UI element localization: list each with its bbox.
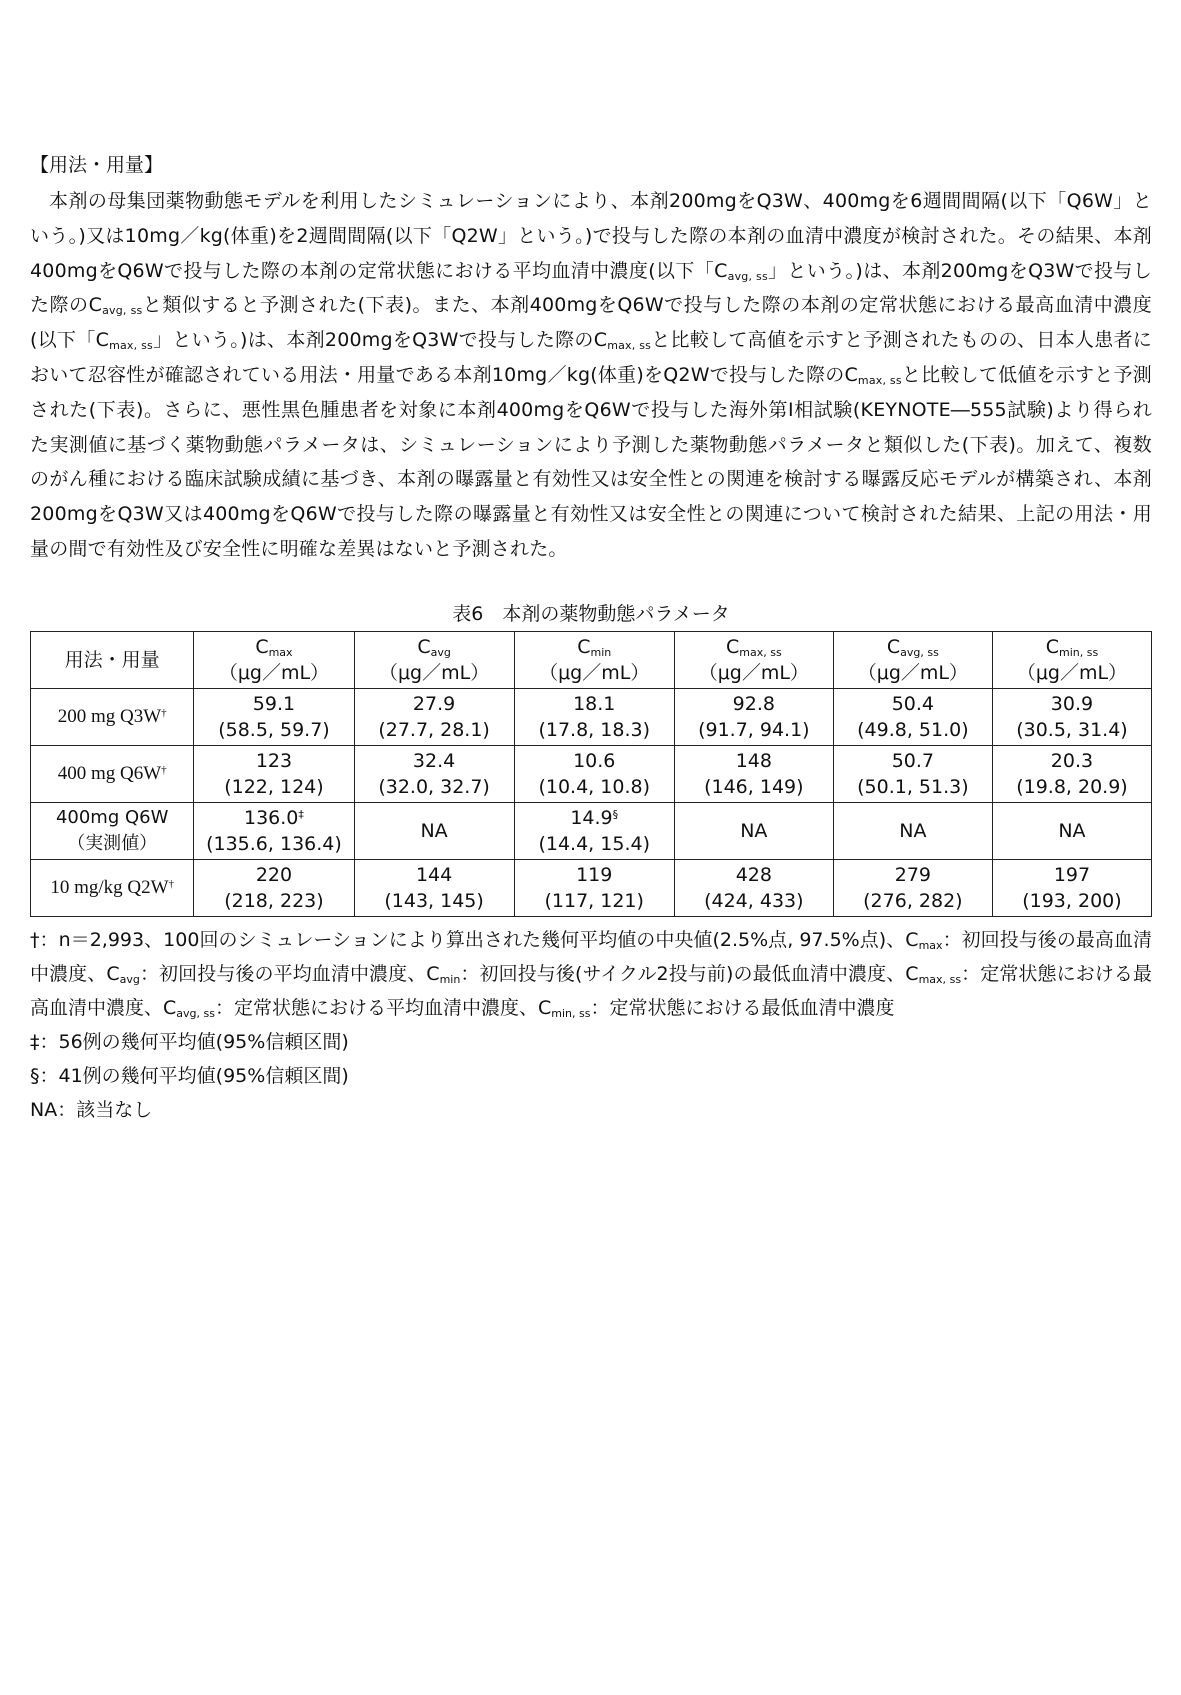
text-run: と比較して低値を示すと予測された(下表)。さらに、悪性黒色腫患者を対象に本剤400mgをQ6Wで投与した海外第Ⅰ相試験(KEYNOTE―555試験)より得られた実測値に基づく薬物動態パラメータは、シミュレーションにより予測した薬物動態パラメータと類似した(下表)。加えて、複数のがん種における臨床試験成績に基づき、本剤の曝露量と有効性又は安全性との関連を検討する曝露反応モデルが構築され、本剤200mgをQ3W又は400mgをQ6Wで投与した際の曝露量と有効性又は安全性との関連について検討された結果、上記の用法・用量の間で有効性及び安全性に明確な差異はないと予測された。 [30, 363, 1152, 560]
value-text: 20.3 [1050, 749, 1094, 772]
footnote-mark: ‡ [298, 807, 304, 821]
table-cell [354, 859, 514, 916]
table-cell [354, 745, 514, 802]
symbol-subscript: avg, ss [900, 645, 939, 659]
header-min [514, 631, 674, 688]
header-unit: （μg／mL） [698, 661, 809, 684]
cell-value [675, 862, 833, 888]
cell-value [194, 862, 353, 888]
subscript: max, ss [918, 972, 962, 986]
cell-ci: (117, 121) [544, 889, 644, 912]
pk-parameter-table [30, 631, 1152, 917]
cell-value [355, 862, 514, 888]
cell-na: NA [420, 819, 448, 842]
table-cell [992, 745, 1151, 802]
value-text: 279 [894, 863, 931, 886]
value-text: 30.9 [1050, 692, 1094, 715]
header-symbol [355, 634, 514, 660]
header-symbol [834, 634, 992, 660]
value-text: 197 [1053, 863, 1091, 886]
table-cell [992, 802, 1151, 859]
symbol-base: C [255, 635, 269, 658]
table-cell [354, 688, 514, 745]
text-run: と類似すると予測された(下表)。また、本剤400mgをQ6Wで投与した際の本剤の定常状態における最高血清中濃度(以下「C [30, 294, 1152, 352]
symbol-subscript: max [268, 645, 293, 659]
symbol-subscript: max, ss [739, 645, 782, 659]
cell-ci: (218, 223) [224, 889, 324, 912]
cell-value [993, 748, 1151, 774]
cell-value [515, 862, 674, 888]
value-text: 50.4 [891, 692, 935, 715]
row-label-line1 [31, 761, 193, 787]
header-max-ss [674, 631, 833, 688]
table-cell [992, 859, 1151, 916]
header-unit: （μg／mL） [1016, 661, 1128, 684]
cell-ci: (27.7, 28.1) [378, 718, 490, 741]
table-cell [194, 859, 354, 916]
header-min-ss [992, 631, 1151, 688]
table-row [31, 745, 1152, 802]
value-text: 27.9 [412, 692, 456, 715]
cell-value [355, 748, 514, 774]
row-label-line2: （実測値） [67, 832, 158, 854]
row-label-line1 [31, 704, 193, 730]
cell-ci: (276, 282) [863, 889, 963, 912]
symbol-base: C [1045, 635, 1059, 658]
header-dosage: 用法・用量 [31, 631, 194, 688]
cell-na: NA [1058, 819, 1086, 842]
cell-ci: (143, 145) [384, 889, 484, 912]
value-text: 32.4 [412, 749, 456, 772]
table-cell [514, 859, 674, 916]
cell-ci: (10.4, 10.8) [538, 775, 650, 798]
text-run: ：初回投与後の最高血清中濃度、C [30, 928, 1152, 985]
footnote-na: NA：該当なし [30, 1098, 153, 1121]
subscript: min, ss [551, 1006, 591, 1020]
table-row [31, 688, 1152, 745]
value-text: 18.1 [573, 692, 616, 715]
table-cell [514, 688, 674, 745]
header-unit: （μg／mL） [857, 661, 968, 684]
cell-value [194, 805, 353, 831]
subscript: avg, ss [727, 269, 768, 283]
cell-value [515, 691, 674, 717]
cell-value [194, 691, 353, 717]
subscript: max, ss [607, 339, 652, 353]
document-page [30, 150, 1152, 1127]
dagger-mark: † [161, 706, 167, 719]
cell-ci: (193, 200) [1022, 889, 1122, 912]
row-label [31, 859, 194, 916]
dose-text: 400 mg Q6W [57, 762, 162, 784]
subscript: avg, ss [176, 1006, 215, 1020]
header-unit: （μg／mL） [378, 661, 490, 684]
cell-ci: (19.8, 20.9) [1016, 775, 1128, 798]
symbol-base: C [725, 635, 740, 658]
symbol-subscript: avg [430, 645, 451, 659]
cell-na: NA [899, 819, 927, 842]
table-caption: 表6 本剤の薬物動態パラメータ [452, 602, 730, 625]
cell-ci: (49.8, 51.0) [857, 718, 969, 741]
cell-value [194, 748, 353, 774]
table-cell [194, 688, 354, 745]
text-run: 」という。)は、本剤200mgをQ3Wで投与した際のC [30, 259, 1152, 317]
cell-value [834, 862, 992, 888]
cell-ci: (91.7, 94.1) [698, 718, 810, 741]
subscript: max, ss [109, 339, 153, 353]
value-text: 59.1 [252, 692, 296, 715]
cell-value [675, 691, 833, 717]
text-run: ：初回投与後の平均血清中濃度、C [139, 962, 440, 985]
table-row [31, 859, 1152, 916]
value-text: 428 [735, 863, 772, 886]
dagger-mark: † [161, 763, 167, 776]
cell-value [515, 805, 674, 831]
cell-value [834, 748, 992, 774]
cell-ci: (58.5, 59.7) [218, 718, 330, 741]
symbol-subscript: min [590, 645, 612, 659]
symbol-subscript: min, ss [1058, 645, 1099, 659]
text-run: ：定常状態における最高血清中濃度、C [30, 962, 1152, 1019]
cell-ci: (17.8, 18.3) [538, 718, 650, 741]
cell-value [993, 691, 1151, 717]
cell-value [675, 748, 833, 774]
dose-text: 10 mg/kg Q2W [50, 876, 169, 898]
cell-value [515, 748, 674, 774]
symbol-base: C [886, 635, 901, 658]
table-cell [833, 745, 992, 802]
row-label [31, 688, 194, 745]
row-label [31, 745, 194, 802]
table-cell [514, 745, 674, 802]
table-cell [833, 688, 992, 745]
header-symbol [993, 634, 1151, 660]
table-cell [514, 802, 674, 859]
value-text: 220 [255, 863, 293, 886]
header-unit: （μg／mL） [539, 661, 650, 684]
body-paragraph [30, 184, 1152, 567]
header-avg [354, 631, 514, 688]
cell-ci: (30.5, 31.4) [1016, 718, 1128, 741]
value-text: 144 [415, 863, 453, 886]
subscript: avg, ss [102, 304, 143, 318]
table-cell [833, 859, 992, 916]
table-header-row [31, 631, 1152, 688]
cell-ci: (424, 433) [704, 889, 804, 912]
cell-ci: (32.0, 32.7) [378, 775, 490, 798]
dose-text: 200 mg Q3W [57, 705, 162, 727]
text-run: †：n＝2,993、100回のシミュレーションにより算出された幾何平均値の中央値(2.5%点, 97.5%点)、C [30, 928, 919, 951]
value-text: 123 [255, 749, 293, 772]
table-cell [674, 859, 833, 916]
table-cell [354, 802, 514, 859]
row-label [31, 802, 194, 859]
value-text: 14.9 [570, 806, 613, 829]
dagger-mark: † [168, 877, 175, 890]
subscript: max [918, 938, 943, 952]
value-text: 136.0 [243, 806, 299, 829]
table-cell [674, 802, 833, 859]
table-cell [674, 745, 833, 802]
table-cell [194, 745, 354, 802]
header-symbol [194, 634, 353, 660]
table-footnotes [30, 923, 1152, 1127]
symbol-base: C [417, 635, 431, 658]
header-symbol [675, 634, 833, 660]
cell-value [993, 862, 1151, 888]
value-text: 148 [735, 749, 772, 772]
cell-ci: (14.4, 15.4) [538, 832, 650, 855]
value-text: 10.6 [573, 749, 616, 772]
section-heading: 【用法・用量】 [30, 154, 164, 176]
value-text: 119 [576, 863, 613, 886]
cell-ci: (135.6, 136.4) [206, 832, 342, 855]
footnote-double-dagger: ‡：56例の幾何平均値(95%信頼区間) [30, 1030, 349, 1053]
subscript: min [439, 972, 461, 986]
text-run: 本剤の母集団薬物動態モデルを利用したシミュレーションにより、本剤200mgをQ3W、400mgを6週間間隔(以下「Q6W」という。)又は10mg／kg(体重)を2週間間隔(以下「Q2W」という。)で投与した際の本剤の血清中濃度が検討された。その結果、本剤400mgをQ6Wで投与した際の本剤の定常状態における平均血清中濃度(以下「C [30, 190, 1152, 282]
text-run: ：定常状態における平均血清中濃度、C [214, 996, 552, 1019]
header-symbol [515, 634, 674, 660]
text-run: 」という。)は、本剤200mgをQ3Wで投与した際のC [152, 329, 608, 352]
row-label-line1: 400mg Q6W [55, 806, 169, 828]
cell-ci: (50.1, 51.3) [857, 775, 969, 798]
table-cell [992, 688, 1151, 745]
symbol-base: C [577, 635, 591, 658]
table-cell [674, 688, 833, 745]
header-unit: （μg／mL） [218, 661, 330, 684]
footnote-mark: § [612, 807, 619, 821]
cell-na: NA [740, 819, 768, 842]
value-text: 92.8 [732, 692, 775, 715]
subscript: max, ss [857, 373, 902, 387]
footnote-dagger [30, 923, 1152, 1025]
header-max [194, 631, 354, 688]
text-run: ：定常状態における最低血清中濃度 [590, 996, 895, 1019]
text-run: ：初回投与後(サイクル2投与前)の最低血清中濃度、C [460, 962, 919, 985]
footnote-section: §：41例の幾何平均値(95%信頼区間) [30, 1064, 349, 1087]
row-label-line1 [31, 875, 193, 901]
subscript: avg [119, 972, 140, 986]
cell-ci: (146, 149) [704, 775, 804, 798]
value-text: 50.7 [891, 749, 935, 772]
cell-ci: (122, 124) [224, 775, 324, 798]
cell-value [834, 691, 992, 717]
table-row [31, 802, 1152, 859]
table-cell [833, 802, 992, 859]
cell-value [355, 691, 514, 717]
text-run: と比較して高値を示すと予測されたものの、日本人患者において忍容性が確認されている用法・用量である本剤10mg／kg(体重)をQ2Wで投与した際のC [30, 329, 1152, 386]
header-avg-ss [833, 631, 992, 688]
table-cell [194, 802, 354, 859]
